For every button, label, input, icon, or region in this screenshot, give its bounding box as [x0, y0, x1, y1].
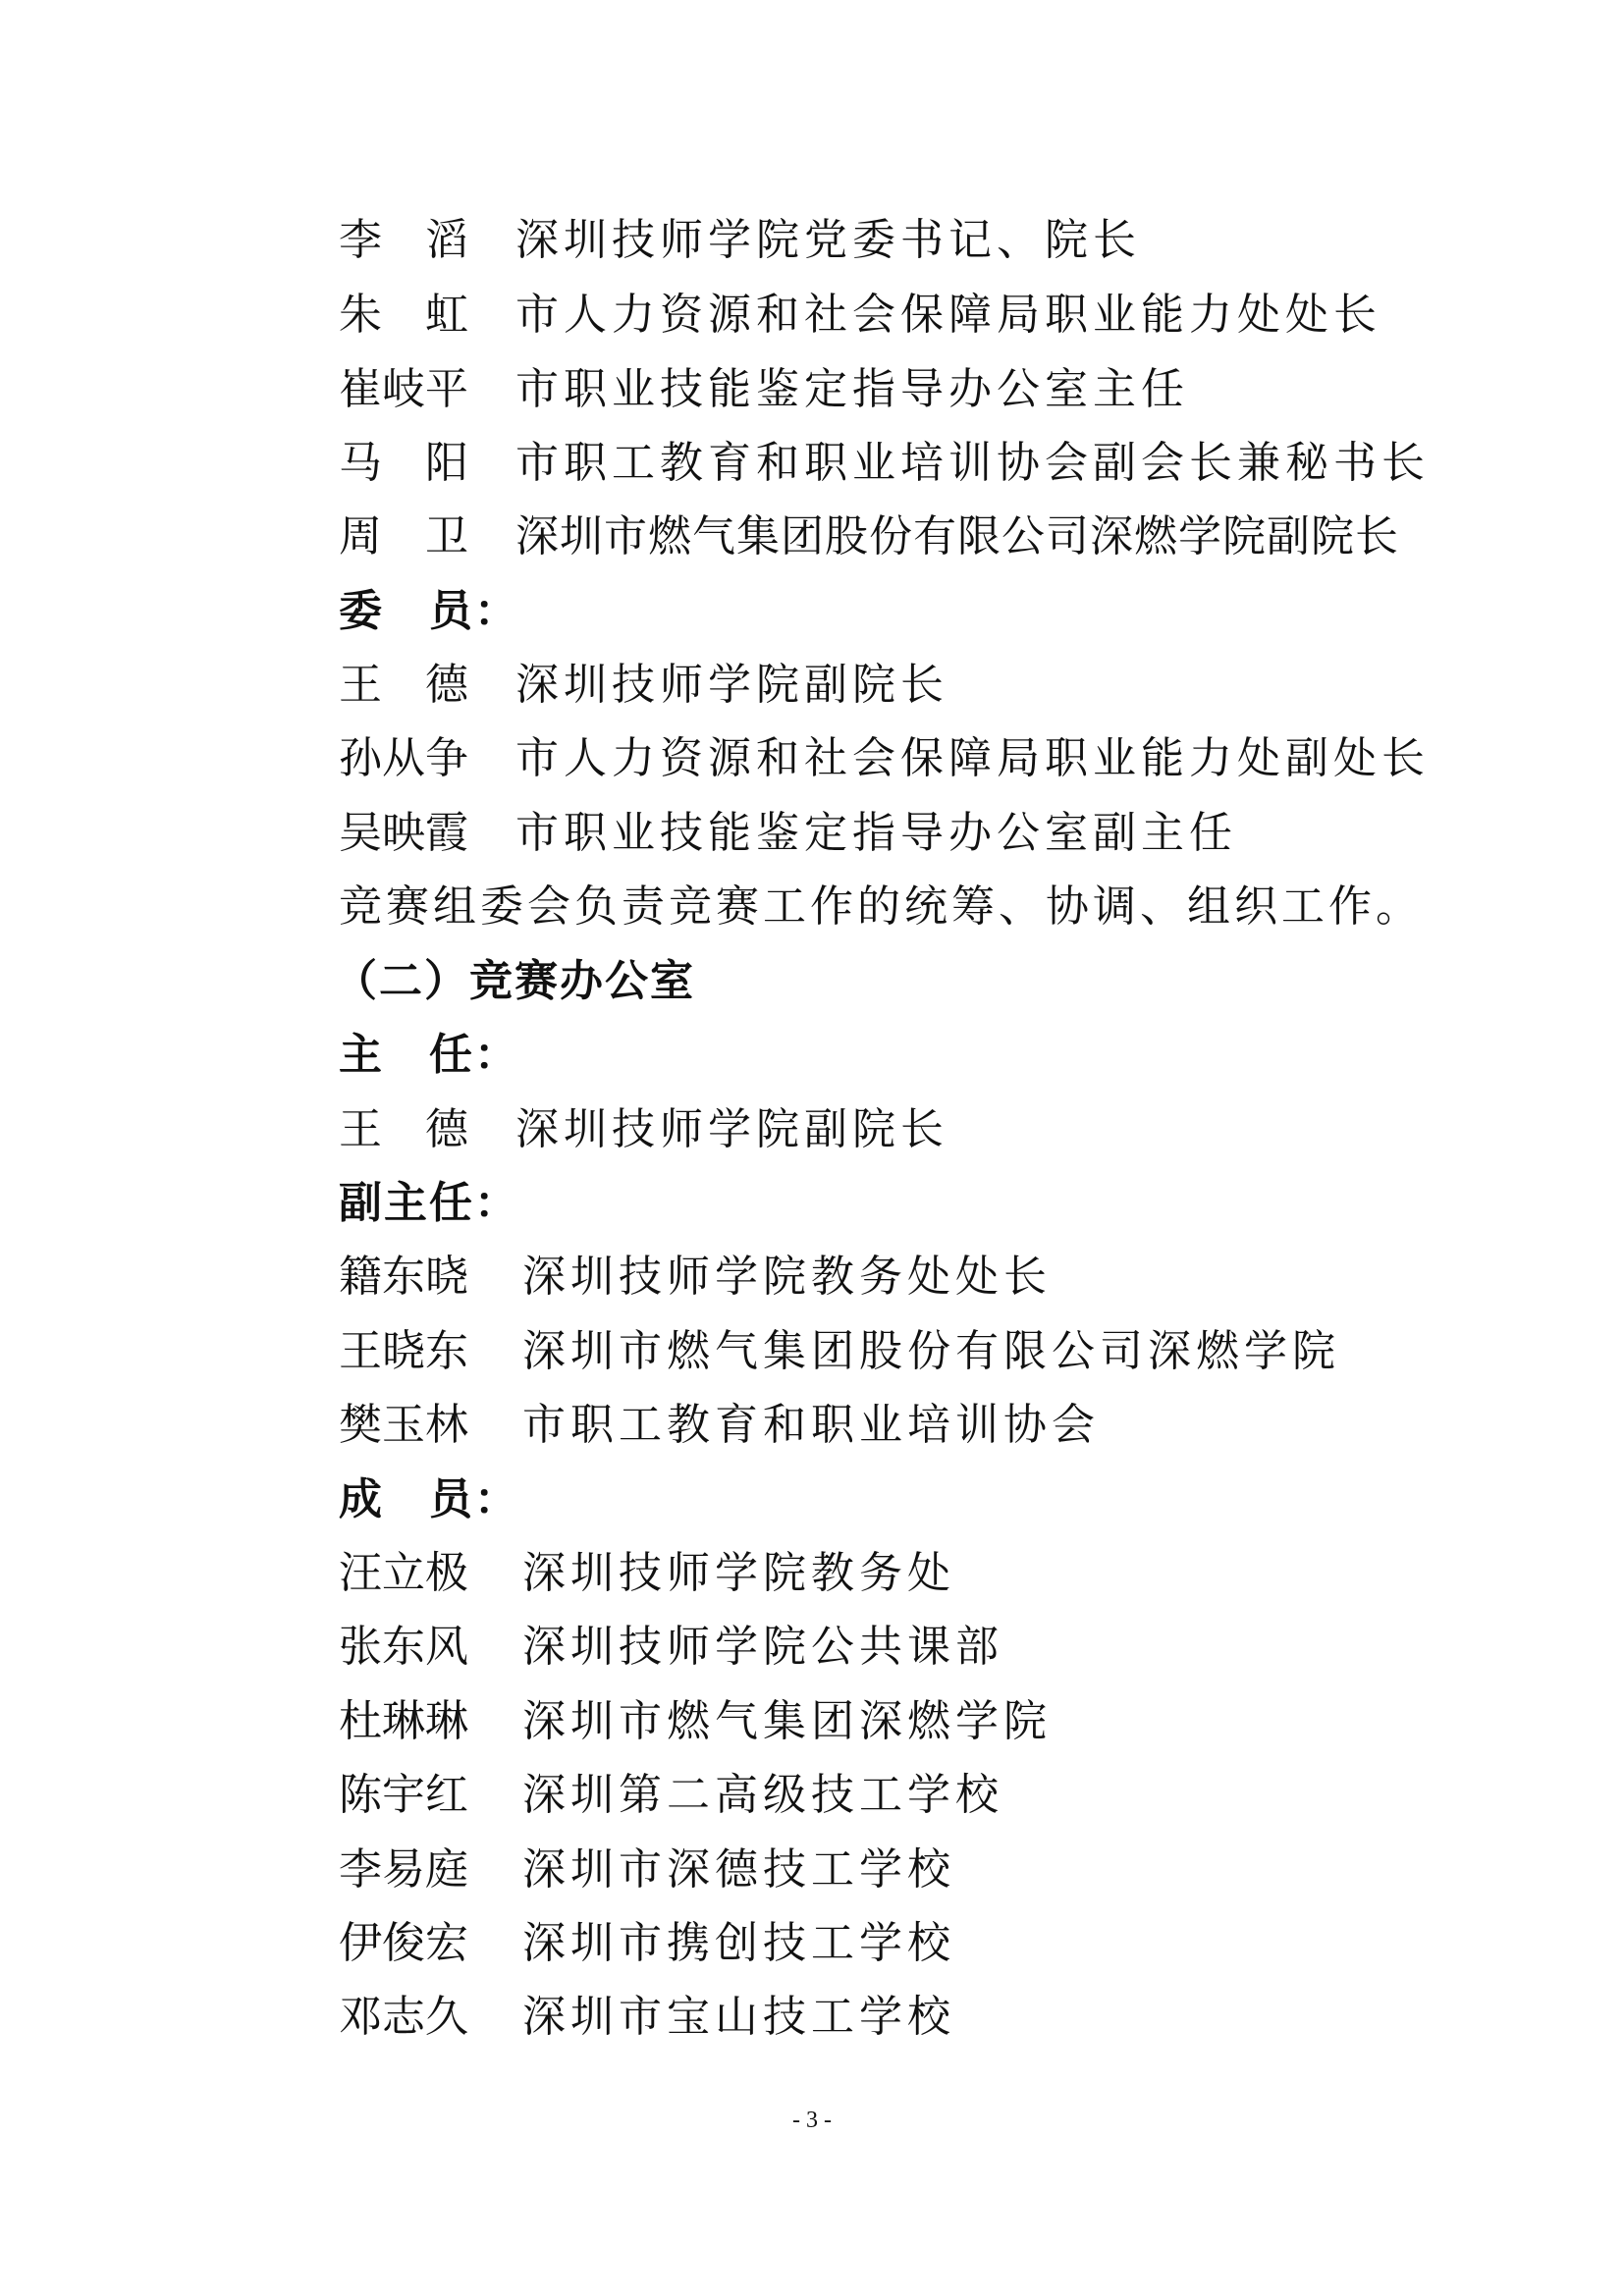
committee-entry — [339, 503, 1399, 571]
person-name: 王晓东 — [339, 1326, 468, 1376]
director-entry — [339, 1095, 948, 1164]
person-title: 深圳技师学院副院长 — [515, 1104, 948, 1154]
person-name: 伊俊宏 — [339, 1918, 468, 1968]
person-name: 樊玉林 — [339, 1400, 468, 1450]
committee-duty: 竞赛组委会负责竞赛工作的统筹、协调、组织工作。 — [339, 881, 1423, 932]
page-number: - 3 - — [792, 2108, 832, 2133]
member-entry — [339, 724, 1430, 793]
director-label: 主 任： — [339, 1030, 519, 1080]
committee-entry — [339, 429, 1430, 498]
staff-entry — [339, 1983, 955, 2052]
person-title: 深圳技师学院公共课部 — [522, 1622, 1003, 1672]
person-title: 深圳第二高级技工学校 — [522, 1770, 1003, 1820]
person-title: 深圳市深德技工学校 — [522, 1844, 955, 1895]
staff-label: 成 员： — [339, 1474, 519, 1524]
person-title: 市职业技能鉴定指导办公室主任 — [515, 364, 1189, 414]
person-name: 杜琳琳 — [339, 1696, 468, 1746]
members-label: 委 员： — [339, 586, 519, 636]
person-name: 汪立极 — [339, 1548, 468, 1598]
person-name: 王 德 — [339, 1104, 468, 1154]
staff-entry — [339, 1836, 955, 1904]
person-name: 崔岐平 — [339, 364, 468, 414]
person-title: 深圳技师学院教务处处长 — [522, 1252, 1052, 1302]
committee-entry — [339, 281, 1381, 349]
person-title: 深圳市宝山技工学校 — [522, 1992, 955, 2042]
person-title: 市人力资源和社会保障局职业能力处副处长 — [515, 733, 1430, 783]
staff-entry — [339, 1539, 955, 1608]
member-entry — [339, 651, 948, 720]
person-name: 籍东晓 — [339, 1252, 468, 1302]
person-name: 李 滔 — [339, 215, 468, 265]
person-name: 王 德 — [339, 660, 468, 710]
deputy-label: 副主任： — [339, 1178, 519, 1228]
deputy-entry — [339, 1391, 1100, 1460]
person-name: 邓志久 — [339, 1992, 468, 2042]
person-title: 深圳技师学院教务处 — [522, 1548, 955, 1598]
person-title: 深圳市携创技工学校 — [522, 1918, 955, 1968]
person-title: 市职工教育和职业培训协会副会长兼秘书长 — [515, 438, 1430, 488]
section-heading: （二）竞赛办公室 — [334, 956, 695, 1006]
person-title: 深圳市燃气集团股份有限公司深燃学院副院长 — [515, 511, 1399, 561]
person-title: 深圳市燃气集团深燃学院 — [522, 1696, 1052, 1746]
person-name: 李易庭 — [339, 1844, 468, 1895]
committee-entry — [339, 355, 1189, 424]
person-title: 市人力资源和社会保障局职业能力处处长 — [515, 290, 1381, 340]
deputy-entry — [339, 1243, 1052, 1311]
person-name: 朱 虹 — [339, 290, 468, 340]
person-title: 深圳技师学院党委书记、院长 — [515, 215, 1141, 265]
person-title: 市职业技能鉴定指导办公室副主任 — [515, 808, 1237, 858]
person-name: 孙从争 — [339, 733, 468, 783]
deputy-entry — [339, 1317, 1340, 1386]
staff-entry — [339, 1761, 1003, 1830]
person-name: 张东风 — [339, 1622, 468, 1672]
person-name: 马 阳 — [339, 438, 468, 488]
person-title: 深圳技师学院副院长 — [515, 660, 948, 710]
person-name: 周 卫 — [339, 511, 468, 561]
staff-entry — [339, 1687, 1052, 1756]
committee-entry — [339, 206, 1141, 275]
person-title: 深圳市燃气集团股份有限公司深燃学院 — [522, 1326, 1340, 1376]
person-name: 吴映霞 — [339, 808, 468, 858]
member-entry — [339, 799, 1237, 868]
staff-entry — [339, 1613, 1003, 1682]
person-name: 陈宇红 — [339, 1770, 468, 1820]
person-title: 市职工教育和职业培训协会 — [522, 1400, 1100, 1450]
staff-entry — [339, 1909, 955, 1978]
